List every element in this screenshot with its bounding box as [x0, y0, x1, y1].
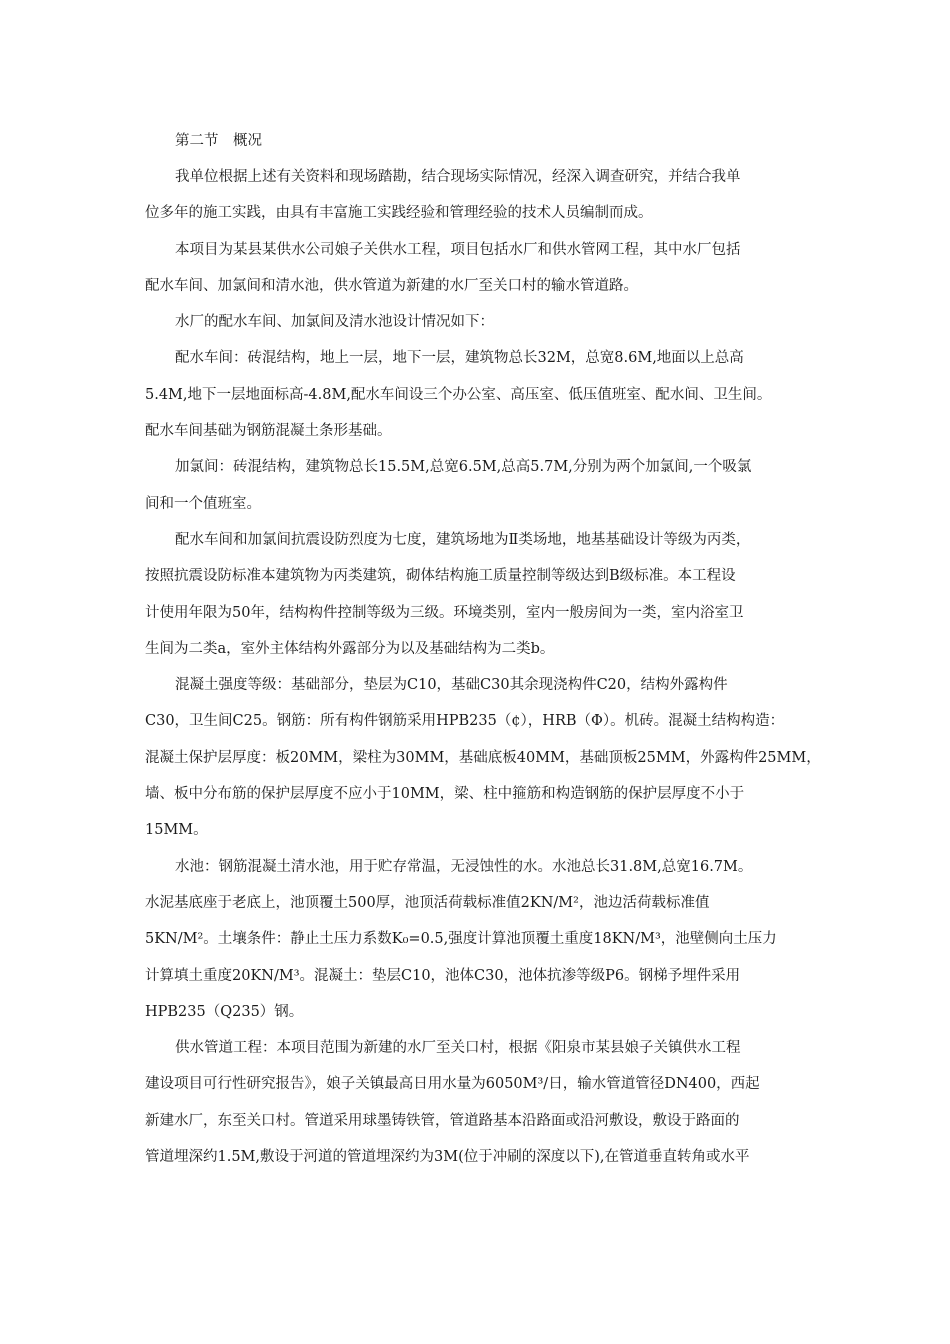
section-heading: 第二节 概况 [175, 133, 262, 149]
text-line: 配水车间、加氯间和清水池，供水管道为新建的水厂至关口村的输水管道路。 [145, 277, 638, 294]
text-line: 按照抗震设防标准本建筑物为丙类建筑，砌体结构施工质量控制等级达到B级标准。本工程设 [145, 568, 736, 585]
text-line: 管道埋深约1.5M,敷设于河道的管道埋深约为3M(位于冲刷的深度以下),在管道垂直转角或水平 [145, 1149, 750, 1166]
text-line: 水池：钢筋混凝土清水池，用于贮存常温，无浸蚀性的水。水池总长31.8M,总宽16.7M。 [175, 858, 753, 875]
paragraph [145, 667, 825, 848]
paragraph [145, 232, 825, 305]
text-line: 水厂的配水车间、加氯间及清水池设计情况如下： [175, 314, 494, 331]
text-line: 5KN/M²。土壤条件：静止土压力系数K₀=0.5,强度计算池顶覆土重度18KN/M³，池壁侧向土压力 [145, 931, 777, 948]
text-line: 建设项目可行性研究报告》，娘子关镇最高日用水量为6050M³/日，输水管道管径DN400，西起 [145, 1076, 760, 1093]
paragraph [145, 522, 825, 667]
paragraph [145, 1030, 825, 1175]
document-page [145, 123, 825, 1175]
text-line: 混凝土强度等级：基础部分，垫层为C10，基础C30其余现浇构件C20，结构外露构件 [175, 677, 728, 694]
paragraph [145, 340, 825, 449]
text-line: 配水车间和加氯间抗震设防烈度为七度，建筑场地为Ⅱ类场地，地基基础设计等级为丙类， [175, 531, 751, 548]
text-line: HPB235（Q235）钢。 [145, 1003, 304, 1020]
paragraph [145, 449, 825, 522]
text-line: 墙、板中分布筋的保护层厚度不应小于10MM，梁、柱中箍筋和构造钢筋的保护层厚度不小于 [145, 786, 745, 803]
paragraph [145, 159, 825, 232]
text-line: 配水车间：砖混结构，地上一层，地下一层，建筑物总长32M，总宽8.6M,地面以上总高 [175, 350, 744, 367]
text-line: 计算填土重度20KN/M³。混凝土：垫层C10，池体C30，池体抗渗等级P6。钢梯予埋件采用 [145, 967, 741, 984]
text-line: 生间为二类a，室外主体结构外露部分为以及基础结构为二类b。 [145, 640, 555, 657]
text-line: 供水管道工程：本项目范围为新建的水厂至关口村，根据《阳泉市某县娘子关镇供水工程 [175, 1040, 741, 1057]
text-line: 间和一个值班室。 [145, 495, 261, 512]
text-line: 我单位根据上述有关资料和现场踏勘，结合现场实际情况，经深入调查研究，并结合我单 [175, 169, 741, 185]
paragraph [145, 849, 825, 1030]
paragraph [145, 304, 825, 340]
text-line: 位多年的施工实践，由具有丰富施工实践经验和管理经验的技术人员编制而成。 [145, 205, 653, 222]
text-line: 本项目为某县某供水公司娘子关供水工程，项目包括水厂和供水管网工程，其中水厂包括 [175, 241, 741, 258]
text-line: 水泥基底座于老底上，池顶覆土500厚，池顶活荷载标准值2KN/M²，池边活荷载标准值 [145, 894, 710, 911]
text-line: 计使用年限为50年，结构构件控制等级为三级。环境类别，室内一般房间为一类，室内浴室卫 [145, 604, 744, 621]
text-line: 混凝土保护层厚度：板20MM，梁柱为30MM，基础底板40MM，基础顶板25MM，外露构件25MM， [145, 749, 821, 766]
text-line: 配水车间基础为钢筋混凝土条形基础。 [145, 423, 392, 440]
text-line: 5.4M,地下一层地面标高-4.8M,配水车间设三个办公室、高压室、低压值班室、配水间、卫生间。 [145, 386, 772, 403]
text-line: 新建水厂，东至关口村。管道采用球墨铸铁管，管道路基本沿路面或沿河敷设，敷设于路面的 [145, 1112, 740, 1129]
text-line: 15MM。 [145, 822, 208, 839]
document-body [145, 159, 825, 1175]
text-line: 加氯间：砖混结构，建筑物总长15.5M,总宽6.5M,总高5.7M,分别为两个加氯间,一个吸氯 [175, 459, 752, 476]
text-line: C30，卫生间C25。钢筋：所有构件钢筋采用HPB235（¢），HRB（Φ）。机砖。混凝土结构构造： [145, 713, 785, 730]
